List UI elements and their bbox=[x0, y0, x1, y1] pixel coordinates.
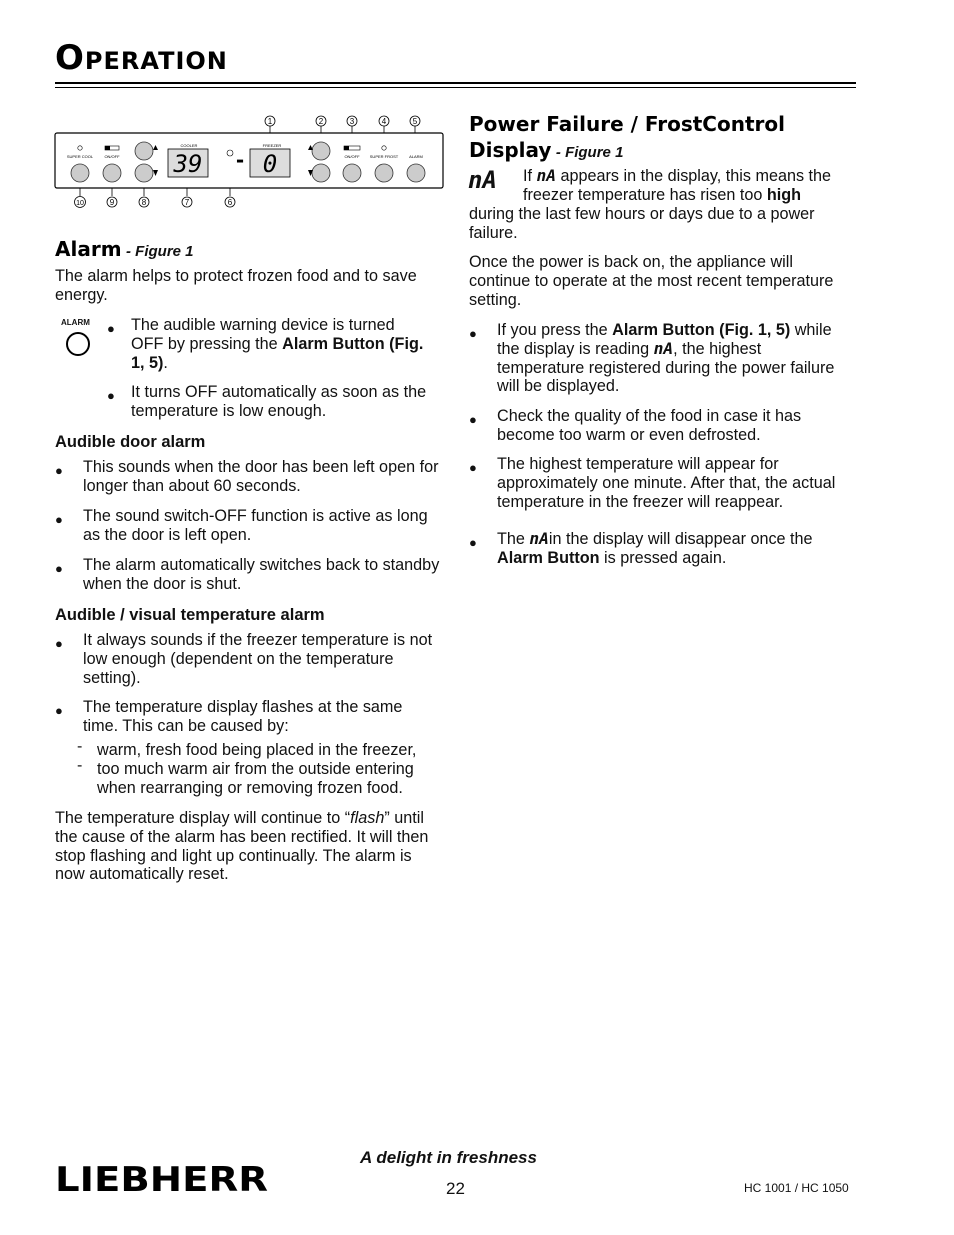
callout-6: 6 bbox=[227, 198, 233, 207]
callout-8: 8 bbox=[141, 198, 147, 207]
callout-1: 1 bbox=[267, 117, 273, 126]
liebherr-logo bbox=[55, 1160, 270, 1196]
freezer-down-button[interactable] bbox=[312, 164, 330, 182]
callout-7: 7 bbox=[184, 198, 190, 207]
temp-alarm-item: It always sounds if the freezer temperature is not low enough (dependent on the temperature setting). bbox=[83, 631, 433, 687]
freezer-temp: 0 bbox=[262, 150, 278, 178]
temp-alarm-cause: warm, fresh food being placed in the freezer, bbox=[97, 741, 417, 759]
temp-alarm-cause: too much warm air from the outside entering when rearranging or removing frozen food. bbox=[97, 760, 414, 797]
callout-4: 4 bbox=[381, 117, 387, 126]
power-failure-p1-cont: during the last few hours or days due to a power failure. bbox=[469, 205, 815, 242]
alarm-intro: The alarm helps to protect frozen food and to save energy. bbox=[55, 267, 417, 304]
display-separator: - bbox=[235, 148, 245, 172]
power-failure-bullet: Check the quality of the food in case it has become too warm or even defrosted. bbox=[497, 407, 802, 444]
na-inline-symbol: nA bbox=[529, 529, 549, 548]
alarm-heading: Alarm - Figure 1 bbox=[55, 237, 194, 261]
label-on-off-right: ON/OFF bbox=[344, 154, 360, 159]
alarm-figure-ref: - Figure 1 bbox=[126, 243, 194, 260]
callout-9: 9 bbox=[109, 198, 115, 207]
power-failure-heading-line2: Display - Figure 1 bbox=[469, 138, 624, 162]
alarm-bullet-2: It turns OFF automatically as soon as the temperature is low enough. bbox=[131, 383, 427, 420]
page-number: 22 bbox=[446, 1179, 465, 1198]
alarm-bullet-1: The audible warning device is turned OFF by pressing the Alarm Button (Fig. 1, 5). bbox=[131, 316, 424, 372]
page-title-rest: PERATION bbox=[84, 47, 228, 75]
on-off-right-button[interactable] bbox=[343, 164, 361, 182]
label-freezer: FREEZER bbox=[262, 143, 282, 148]
alarm-button-icon bbox=[65, 331, 93, 359]
door-alarm-item: The alarm automatically switches back to standby when the door is shut. bbox=[83, 556, 440, 593]
door-alarm-item: This sounds when the door has been left open for longer than about 60 seconds. bbox=[83, 458, 439, 495]
cooler-down-button[interactable] bbox=[135, 164, 153, 182]
page-title bbox=[55, 38, 228, 78]
temp-alarm-closing: The temperature display will continue to “flash” until the cause of the alarm has been rectified. It will then stop flashing and light up continually. The alarm is now automatically reset. bbox=[55, 809, 429, 884]
label-super-frost: SUPER FROST bbox=[369, 154, 399, 159]
page-title-initial: O bbox=[55, 38, 85, 78]
power-failure-p2: Once the power is back on, the appliance will continue to operate at the most recent temperature setting. bbox=[469, 253, 834, 309]
power-failure-heading: Power Failure / FrostControl bbox=[469, 112, 785, 136]
super-cool-button[interactable] bbox=[71, 164, 89, 182]
footer-tagline: A delight in freshness bbox=[360, 1148, 537, 1167]
temp-alarm-heading: Audible / visual temperature alarm bbox=[55, 606, 325, 624]
on-off-left-button[interactable] bbox=[103, 164, 121, 182]
cooler-temp: 39 bbox=[173, 150, 203, 178]
header-rule-thick bbox=[55, 82, 856, 84]
header-rule-thin bbox=[55, 87, 856, 88]
model-number: HC 1001 / HC 1050 bbox=[744, 1181, 849, 1195]
callout-5: 5 bbox=[412, 117, 418, 126]
na-inline-symbol: nA bbox=[653, 338, 674, 358]
freezer-up-button[interactable] bbox=[312, 142, 330, 160]
power-failure-p1-indent: If nA appears in the display, this means the freezer temperature has risen too high bbox=[523, 166, 832, 204]
cooler-up-button[interactable] bbox=[135, 142, 153, 160]
callout-10: 10 bbox=[76, 200, 84, 207]
super-frost-button[interactable] bbox=[375, 164, 393, 182]
temp-alarm-item: The temperature display flashes at the same time. This can be caused by: bbox=[83, 698, 403, 735]
label-on-off-left: ON/OFF bbox=[104, 154, 120, 159]
power-failure-bullet: The nAin the display will disappear once the Alarm Button is pressed again. bbox=[497, 529, 813, 567]
na-display-symbol: nA bbox=[468, 166, 497, 194]
na-inline-symbol: nA bbox=[536, 166, 556, 185]
callout-2: 2 bbox=[318, 117, 324, 126]
door-alarm-item: The sound switch-OFF function is active as long as the door is left open. bbox=[83, 507, 428, 544]
power-failure-bullet: The highest temperature will appear for approximately one minute. After that, the actual temperature in the freezer will reappear. bbox=[497, 455, 836, 511]
alarm-icon-label: ALARM bbox=[61, 318, 90, 327]
control-panel-figure bbox=[50, 110, 450, 212]
power-failure-figure-ref: - Figure 1 bbox=[555, 144, 624, 161]
callout-3: 3 bbox=[349, 117, 355, 126]
door-alarm-heading: Audible door alarm bbox=[55, 433, 206, 451]
alarm-button[interactable] bbox=[407, 164, 425, 182]
label-alarm: ALARM bbox=[409, 154, 423, 159]
power-failure-bullet: If you press the Alarm Button (Fig. 1, 5) while the display is reading nA, the highest temperature registered during the power failure will be displayed. bbox=[497, 321, 835, 396]
svg-text:LIEBHERR: LIEBHERR bbox=[55, 1160, 268, 1196]
label-super-cool: SUPER COOL bbox=[66, 154, 94, 159]
label-cooler: COOLER bbox=[180, 143, 198, 148]
